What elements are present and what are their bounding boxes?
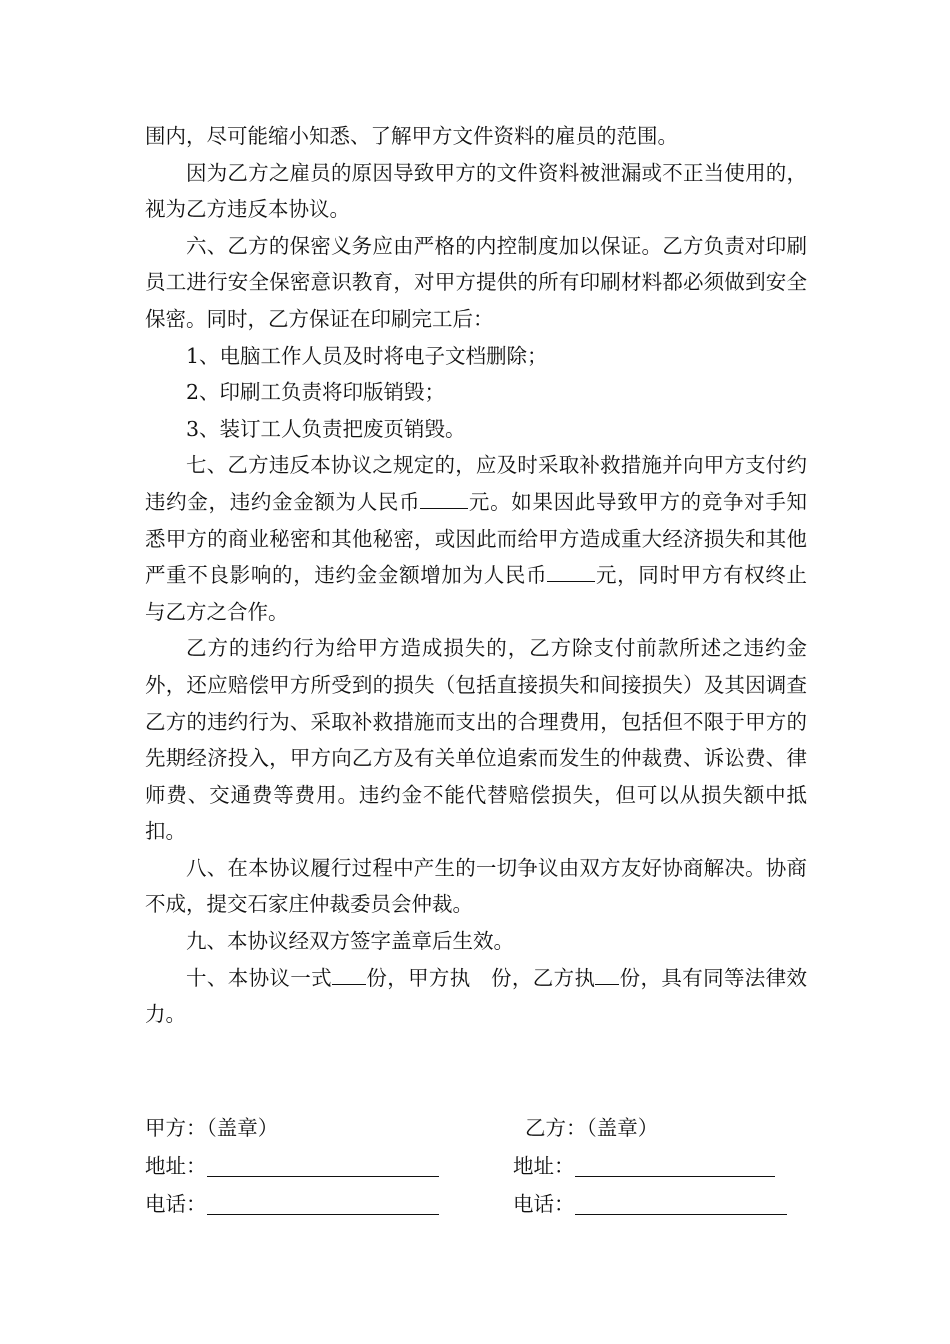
party-a-phone-line bbox=[207, 1192, 439, 1215]
clause-ten-text-b: 份，甲方执 bbox=[366, 965, 471, 990]
penalty-amount-blank bbox=[420, 487, 468, 509]
clause-ten-text-a: 十、本协议一式 bbox=[186, 965, 332, 990]
list-item-destroy-plates: 2、印刷工负责将印版销毁； bbox=[186, 380, 446, 405]
party-a-phone-label: 电话： bbox=[145, 1192, 207, 1216]
party-b-phone-line bbox=[575, 1192, 787, 1215]
clause-seven-text-b: 元。如果因此导致甲方的竞争对手知悉甲方的商业秘密和其他秘密，或因此而给甲方造成重大经济损失和其他严重不良影响的，违约金金额增加为人民币 bbox=[145, 489, 808, 588]
signature-row-phone bbox=[145, 1186, 807, 1222]
party-a-address-label: 地址： bbox=[145, 1154, 207, 1178]
party-a-address-line bbox=[207, 1154, 439, 1177]
paragraph-clause-seven bbox=[145, 447, 807, 630]
paragraph-clause-nine: 九、本协议经双方签字盖章后生效。 bbox=[186, 929, 514, 954]
party-a-phone bbox=[145, 1186, 439, 1222]
list-item-destroy-waste: 3、装订工人负责把废页销毁。 bbox=[186, 416, 466, 441]
list-item-delete-files: 1、电脑工作人员及时将电子文档删除； bbox=[186, 343, 548, 368]
paragraph-employee-breach: 因为乙方之雇员的原因导致甲方的文件资料被泄漏或不正当使用的，视为乙方违反本协议。 bbox=[145, 160, 807, 222]
party-b-address bbox=[513, 1148, 775, 1184]
clause-seven-text-c: 元，同时甲方有权终止与乙方之合作。 bbox=[145, 563, 808, 624]
party-a-seal-label: 甲方：（盖章） bbox=[145, 1116, 279, 1140]
signature-row-seal bbox=[145, 1110, 807, 1146]
copies-total-blank bbox=[332, 963, 366, 985]
clause-ten-text-d: 份，具有同等法律效力。 bbox=[145, 965, 808, 1027]
paragraph-clause-six: 六、乙方的保密义务应由严格的内控制度加以保证。乙方负责对印刷员工进行安全保密意识教育，对甲方提供的所有印刷材料都必须做到安全保密。同时，乙方保证在印刷完工后： bbox=[145, 233, 807, 331]
signature-row-address bbox=[145, 1148, 807, 1184]
party-b-address-label: 地址： bbox=[513, 1154, 575, 1178]
contract-body bbox=[145, 118, 807, 1033]
clause-seven-text-a: 七、乙方违反本协议之规定的，应及时采取补救措施并向甲方支付约违约金，违约金金额为人民币 bbox=[145, 453, 807, 514]
party-b-address-line bbox=[575, 1154, 775, 1177]
copies-party-b-blank bbox=[595, 963, 619, 985]
party-b-seal-label: 乙方：（盖章） bbox=[525, 1116, 659, 1140]
paragraph-damages: 乙方的违约行为给甲方造成损失的，乙方除支付前款所述之违约金外，还应赔偿甲方所受到的损失（包括直接损失和间接损失）及其因调查乙方的违约行为、采取补救措施而支出的合理费用，包括但不限于甲方的先期经济投入，甲方向乙方及有关单位追索而发生的仲裁费、诉讼费、律师费、交通费等费用。违约金不能代替赔偿损失，但可以从损失额中抵扣。 bbox=[145, 636, 807, 844]
party-a-address bbox=[145, 1148, 439, 1184]
party-b-phone bbox=[513, 1186, 787, 1222]
party-b-phone-label: 电话： bbox=[513, 1192, 575, 1216]
paragraph-clause-ten bbox=[145, 960, 807, 1033]
clause-ten-text-c: 份，乙方执 bbox=[490, 965, 596, 990]
paragraph-clause-eight: 八、在本协议履行过程中产生的一切争议由双方友好协商解决。协商不成，提交石家庄仲裁委员会仲裁。 bbox=[145, 855, 807, 917]
paragraph-employee-scope: 围内，尽可能缩小知悉、了解甲方文件资料的雇员的范围。 bbox=[145, 124, 678, 148]
increased-penalty-blank bbox=[547, 561, 595, 583]
